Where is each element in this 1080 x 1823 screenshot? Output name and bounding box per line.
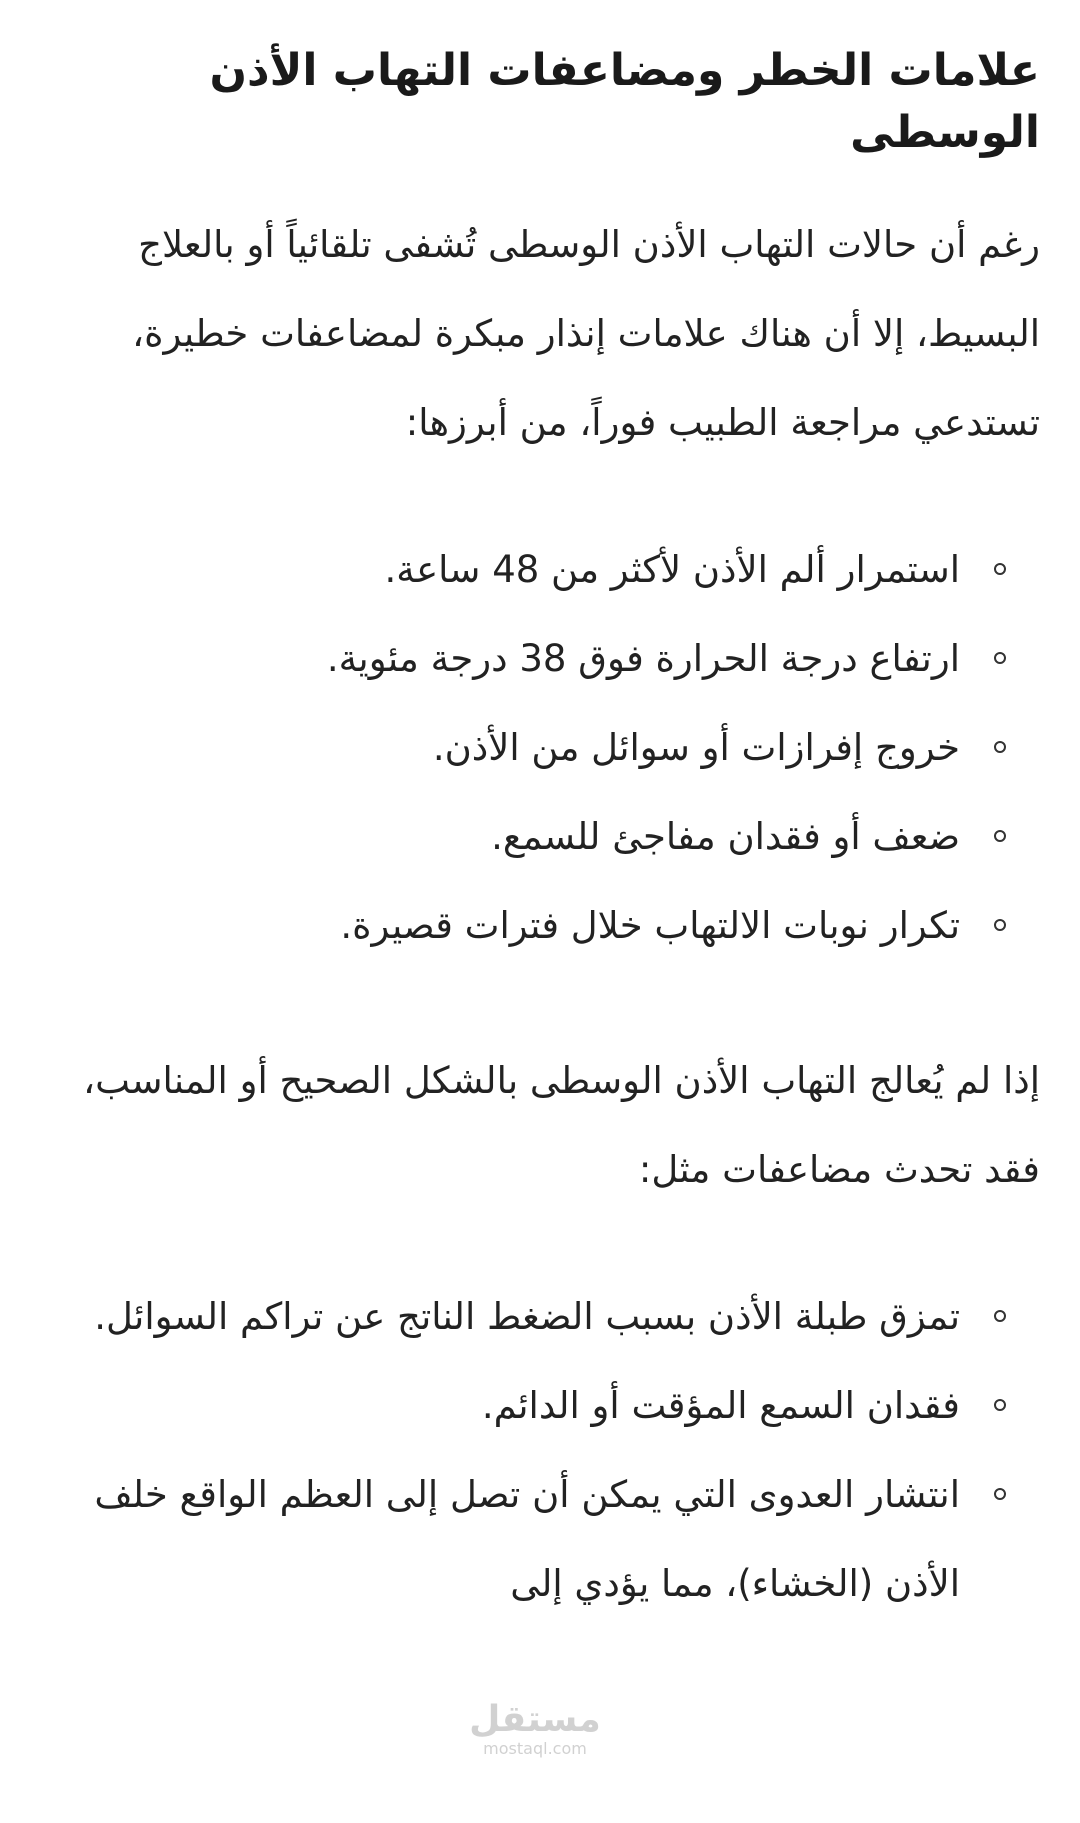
list-item-text: تكرار نوبات الالتهاب خلال فترات قصيرة. [340, 904, 960, 947]
article-content [48, 40, 1040, 1694]
intro-paragraph: رغم أن حالات التهاب الأذن الوسطى تُشفى تلقائياً أو بالعلاج البسيط، إلا أن هناك علامات إنذار مبكرة لمضاعفات خطيرة، تستدعي مراجعة الطبيب فوراً، من أبرزها: [132, 223, 1040, 444]
circle-bullet-icon [994, 1488, 1006, 1500]
list-item [48, 881, 960, 970]
circle-bullet-icon [994, 1399, 1006, 1411]
list-item [48, 614, 960, 703]
list-item [48, 1361, 960, 1450]
list-item-text: استمرار ألم الأذن لأكثر من 48 ساعة. [384, 548, 960, 591]
circle-bullet-icon [994, 741, 1006, 753]
circle-bullet-icon [994, 1310, 1006, 1322]
watermark-arabic: مستقل [469, 1699, 601, 1740]
list-item-text: خروج إفرازات أو سوائل من الأذن. [432, 726, 960, 769]
list-item-text: ارتفاع درجة الحرارة فوق 38 درجة مئوية. [326, 637, 960, 680]
list-item [48, 792, 960, 881]
list-item [48, 1450, 960, 1628]
complications-paragraph: إذا لم يُعالج التهاب الأذن الوسطى بالشكل الصحيح أو المناسب، فقد تحدث مضاعفات مثل: [83, 1059, 1040, 1191]
mostaql-watermark [460, 1700, 610, 1758]
circle-bullet-icon [994, 919, 1006, 931]
article-heading: علامات الخطر ومضاعفات التهاب الأذن الوسطى [209, 45, 1040, 158]
complications-list [48, 1272, 1040, 1628]
list-item-text: ضعف أو فقدان مفاجئ للسمع. [491, 815, 960, 858]
list-item [48, 703, 960, 792]
list-item [48, 525, 960, 614]
watermark-domain: mostaql.com [483, 1739, 587, 1758]
list-item-text: فقدان السمع المؤقت أو الدائم. [481, 1384, 960, 1427]
list-item-text: تمزق طبلة الأذن بسبب الضغط الناتج عن تراكم السوائل. [94, 1295, 960, 1338]
circle-bullet-icon [994, 830, 1006, 842]
circle-bullet-icon [994, 652, 1006, 664]
list-item-text: انتشار العدوى التي يمكن أن تصل إلى العظم الواقع خلف الأذن (الخشاء)، مما يؤدي إلى [94, 1473, 960, 1605]
warning-signs-list [48, 525, 1040, 970]
list-item [48, 1272, 960, 1361]
circle-bullet-icon [994, 563, 1006, 575]
